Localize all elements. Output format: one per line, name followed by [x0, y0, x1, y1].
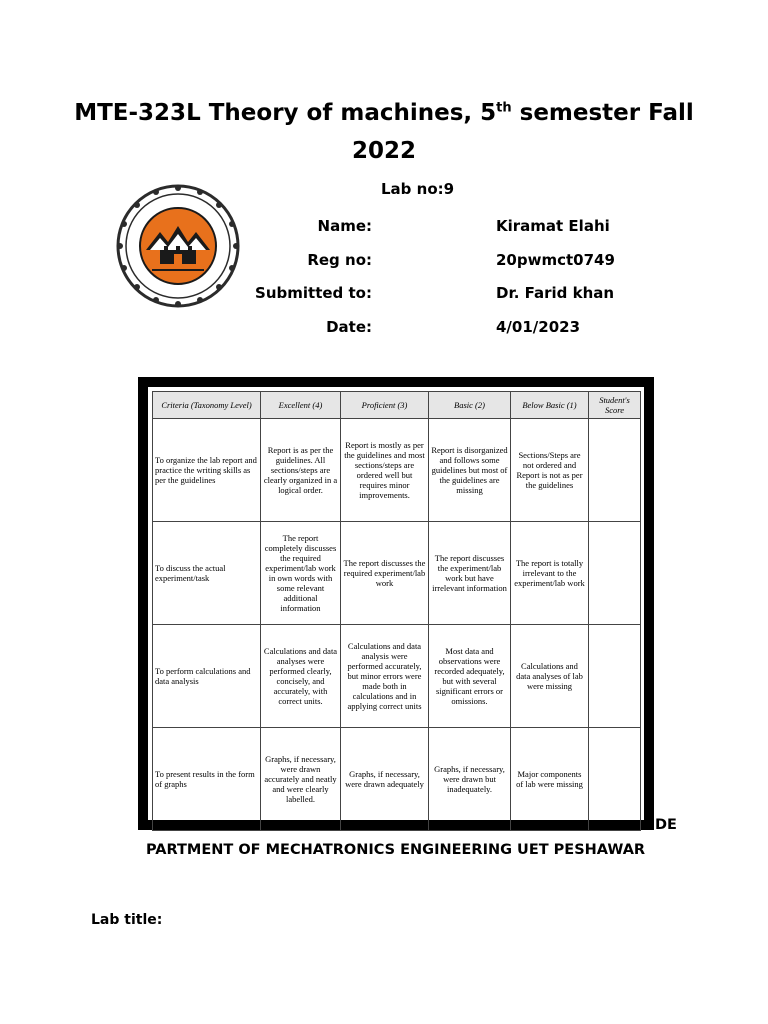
- info-value-date: 4/01/2023: [496, 318, 581, 336]
- header-student-score: Student's Score: [589, 392, 641, 419]
- excellent-cell: Report is as per the guidelines. All sections/steps are clearly organized in a logical order.: [261, 419, 341, 522]
- proficient-cell: Report is mostly as per the guidelines and most sections/steps are ordered well but requires minor improvements.: [341, 419, 429, 522]
- basic-cell: Graphs, if necessary, were drawn but inadequately.: [429, 728, 511, 831]
- below-basic-cell: The report is totally irrelevant to the experiment/lab work: [511, 522, 589, 625]
- lab-title-label: Lab title:: [91, 912, 163, 928]
- below-basic-cell: Sections/Steps are not ordered and Report is not as per the guidelines: [511, 419, 589, 522]
- below-basic-cell: Calculations and data analyses of lab were missing: [511, 625, 589, 728]
- info-label-submitted-to: Submitted to:: [255, 284, 372, 302]
- score-cell[interactable]: [589, 419, 641, 522]
- basic-cell: The report discusses the experiment/lab work but have irrelevant information: [429, 522, 511, 625]
- excellent-cell: The report completely discusses the required experiment/lab work in own words with some relevant additional information: [261, 522, 341, 625]
- excellent-cell: Graphs, if necessary, were drawn accurately and neatly and were clearly labelled.: [261, 728, 341, 831]
- rubric-inner: [148, 387, 644, 820]
- basic-cell: Report is disorganized and follows some guidelines but most of the guidelines are missing: [429, 419, 511, 522]
- info-label-date: Date:: [326, 318, 372, 336]
- department-text-start: DE: [655, 817, 677, 833]
- info-label-name: Name:: [317, 217, 372, 235]
- proficient-cell: The report discusses the required experiment/lab work: [341, 522, 429, 625]
- below-basic-cell: Major components of lab were missing: [511, 728, 589, 831]
- header-criteria: Criteria (Taxonomy Level): [153, 392, 261, 419]
- info-label-reg-no: Reg no:: [307, 251, 372, 269]
- score-cell[interactable]: [589, 522, 641, 625]
- criteria-cell: To present results in the form of graphs: [153, 728, 261, 831]
- rubric-frame: [138, 377, 654, 830]
- info-value-submitted-to: Dr. Farid khan: [496, 284, 615, 302]
- proficient-cell: Graphs, if necessary, were drawn adequately: [341, 728, 429, 831]
- table-row: [153, 728, 641, 831]
- department-text-rest: PARTMENT OF MECHATRONICS ENGINEERING UET PESHAWAR: [146, 842, 646, 858]
- criteria-cell: To perform calculations and data analysis: [153, 625, 261, 728]
- table-row: [153, 522, 641, 625]
- info-value-name: Kiramat Elahi: [496, 217, 610, 235]
- document-title: MTE-323L Theory of machines, 5th semester Fall 2022: [74, 100, 694, 164]
- score-cell[interactable]: [589, 625, 641, 728]
- proficient-cell: Calculations and data analysis were performed accurately, but minor errors were made both in calculations and in applying correct units: [341, 625, 429, 728]
- header-below-basic: Below Basic (1): [511, 392, 589, 419]
- basic-cell: Most data and observations were recorded adequately, but with several significant errors or omissions.: [429, 625, 511, 728]
- criteria-cell: To discuss the actual experiment/task: [153, 522, 261, 625]
- table-row: [153, 419, 641, 522]
- excellent-cell: Calculations and data analyses were performed clearly, concisely, and accurately, with correct units.: [261, 625, 341, 728]
- rubric-table: [152, 391, 641, 831]
- rubric-header-row: [153, 392, 641, 419]
- criteria-cell: To organize the lab report and practice the writing skills as per the guidelines: [153, 419, 261, 522]
- table-row: [153, 625, 641, 728]
- header-excellent: Excellent (4): [261, 392, 341, 419]
- lab-number: Lab no:9: [381, 180, 455, 198]
- info-value-reg-no: 20pwmct0749: [496, 251, 615, 269]
- header-proficient: Proficient (3): [341, 392, 429, 419]
- score-cell[interactable]: [589, 728, 641, 831]
- header-basic: Basic (2): [429, 392, 511, 419]
